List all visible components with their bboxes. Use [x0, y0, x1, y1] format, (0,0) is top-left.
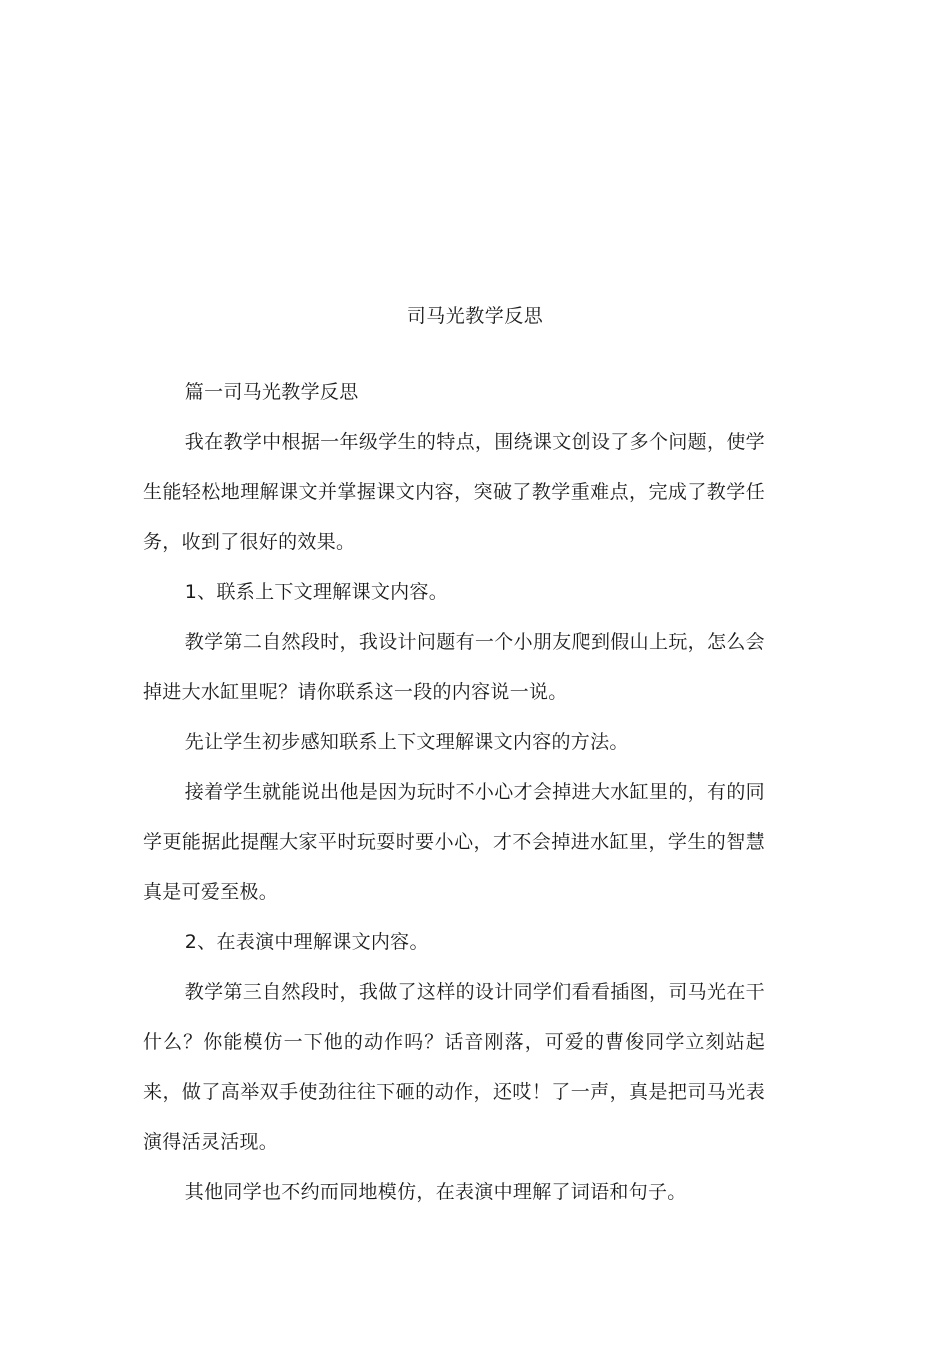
point-heading: 2、在表演中理解课文内容。	[184, 931, 429, 953]
paragraph: 教学第三自然段时，我做了这样的设计同学们看看插图，司马光在干什么？你能模仿一下他的动作吗？话音刚落，可爱的曹俊同学立刻站起来，做了高举双手使劲往往下砸的动作，还哎！了一声，真是把司马光表演得活灵活现。	[143, 981, 765, 1153]
paragraph: 接着学生就能说出他是因为玩时不小心才会掉进大水缸里的，有的同学更能据此提醒大家平时玩耍时要小心，才不会掉进水缸里，学生的智慧真是可爱至极。	[143, 781, 765, 903]
document-title: 司马光教学反思	[406, 305, 544, 327]
paragraph: 其他同学也不约而同地模仿，在表演中理解了词语和句子。	[184, 1181, 687, 1203]
section-heading: 篇一司马光教学反思	[184, 381, 359, 403]
point-heading: 1、联系上下文理解课文内容。	[184, 581, 449, 603]
document-body	[143, 367, 765, 1217]
paragraph: 教学第二自然段时，我设计问题有一个小朋友爬到假山上玩，怎么会掉进大水缸里呢？请你联系这一段的内容说一说。	[143, 631, 765, 703]
paragraph: 我在教学中根据一年级学生的特点，围绕课文创设了多个问题，使学生能轻松地理解课文并掌握课文内容，突破了教学重难点，完成了教学任务，收到了很好的效果。	[143, 431, 765, 553]
paragraph: 先让学生初步感知联系上下文理解课文内容的方法。	[184, 731, 629, 753]
